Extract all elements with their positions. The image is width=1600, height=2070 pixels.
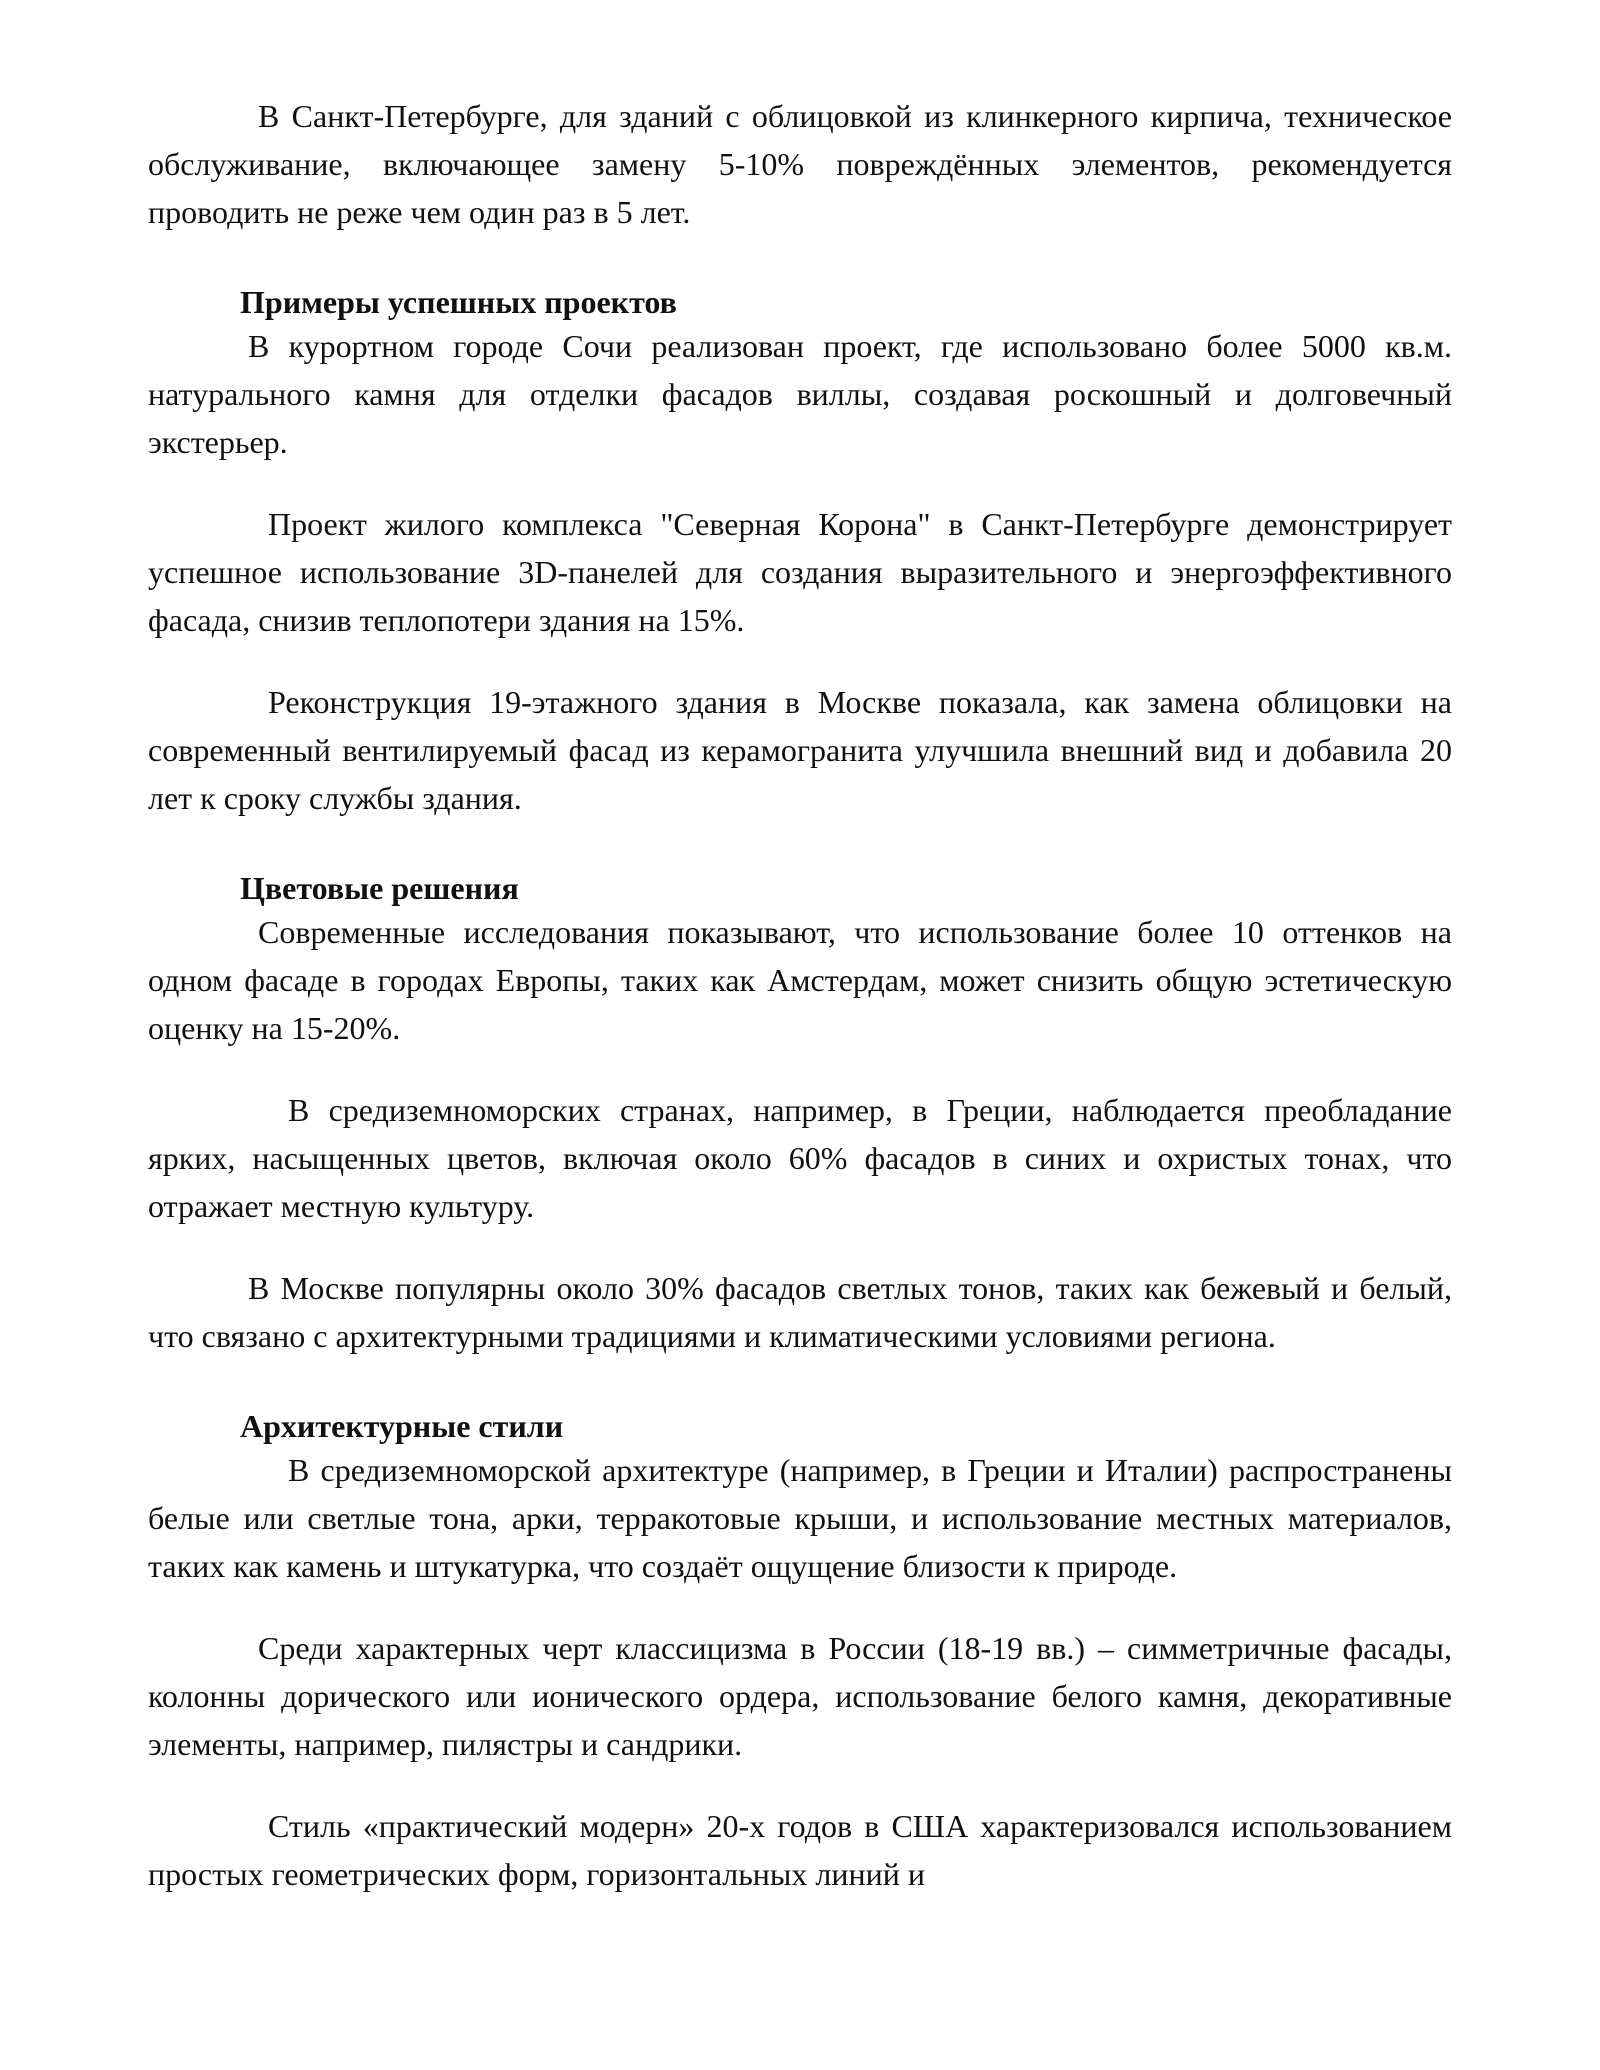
heading-architectural-styles: Архитектурные стили [240, 1408, 564, 1444]
heading-successful-projects: Примеры успешных проектов [240, 284, 677, 320]
paragraph-mediterranean-colors: В средиземноморских странах, например, в Греции, наблюдается преобладание ярких, насыщенных цветов, включая около 60% фасадов в синих и охристых тонах, что отражает местную культуру. [148, 1092, 1452, 1224]
paragraph-sochi-project: В курортном городе Сочи реализован проект, где использовано более 5000 кв.м. натурального камня для отделки фасадов виллы, создавая роскошный и долговечный экстерьер. [148, 328, 1452, 460]
paragraph-europe-research: Современные исследования показывают, что использование более 10 оттенков на одном фасаде в городах Европы, таких как Амстердам, может снизить общую эстетическую оценку на 15-20%. [148, 914, 1452, 1046]
heading-color-solutions: Цветовые решения [240, 870, 519, 906]
paragraph-severnaya-korona: Проект жилого комплекса "Северная Корона" в Санкт-Петербурге демонстрирует успешное использование 3D-панелей для создания выразительного и энергоэффективного фасада, снизив теплопотери здания на 15%. [148, 506, 1452, 638]
paragraph-moscow-reconstruction: Реконструкция 19-этажного здания в Москве показала, как замена облицовки на современный вентилируемый фасад из керамогранита улучшила внешний вид и добавила 20 лет к сроку службы здания. [148, 684, 1452, 816]
paragraph-moscow-colors: В Москве популярны около 30% фасадов светлых тонов, таких как бежевый и белый, что связано с архитектурными традициями и климатическими условиями региона. [148, 1270, 1452, 1354]
paragraph-practical-modern: Стиль «практический модерн» 20-х годов в США характеризовался использованием простых геометрических форм, горизонтальных линий и [148, 1808, 1452, 1892]
paragraph-russian-classicism: Среди характерных черт классицизма в России (18-19 вв.) – симметричные фасады, колонны дорического или ионического ордера, использование белого камня, декоративные элементы, например, пилястры и сандрики. [148, 1630, 1452, 1762]
document-body [148, 92, 1452, 1898]
paragraph-maintenance: В Санкт-Петербурге, для зданий с облицовкой из клинкерного кирпича, техническое обслуживание, включающее замену 5-10% повреждённых элементов, рекомендуется проводить не реже чем один раз в 5 лет. [148, 98, 1452, 230]
paragraph-mediterranean-architecture: В средиземноморской архитектуре (например, в Греции и Италии) распространены белые или светлые тона, арки, терракотовые крыши, и использование местных материалов, таких как камень и штукатурка, что создаёт ощущение близости к природе. [148, 1452, 1452, 1584]
